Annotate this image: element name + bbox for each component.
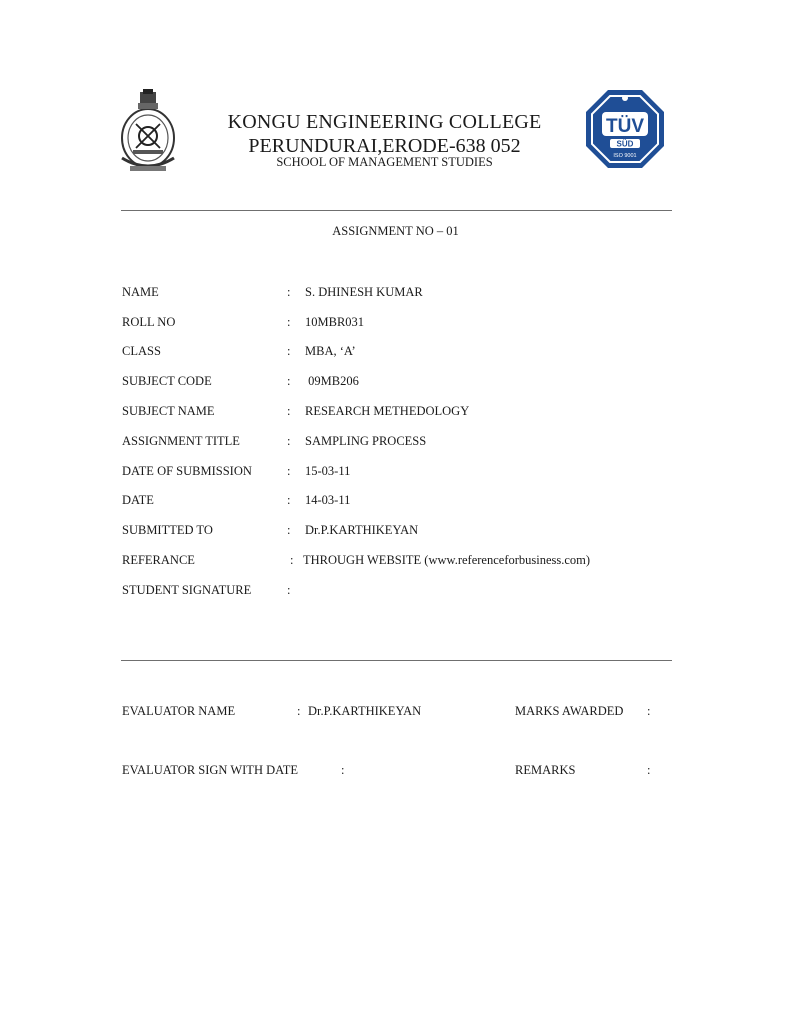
field-label-submitted-to: SUBMITTED TO (122, 523, 213, 537)
field-value-submitted-to: Dr.P.KARTHIKEYAN (305, 523, 419, 537)
field-label-name: NAME (122, 285, 159, 299)
svg-text:SÜD: SÜD (616, 139, 634, 149)
svg-text:ISO 9001: ISO 9001 (613, 153, 637, 159)
field-colon: : (287, 523, 291, 537)
field-label-subject-code: SUBJECT CODE (122, 374, 212, 388)
field-value-name: S. DHINESH KUMAR (305, 285, 423, 299)
college-address: PERUNDURAI,ERODE-638 052 (248, 135, 521, 157)
evaluation-divider (121, 660, 672, 661)
field-colon: : (287, 493, 291, 507)
field-colon: : (287, 404, 291, 418)
assignment-number: ASSIGNMENT NO – 01 (332, 224, 459, 238)
field-colon: : (287, 583, 291, 597)
field-value-roll-no: 10MBR031 (305, 315, 365, 329)
field-value-subject-code: 09MB206 (305, 374, 359, 388)
field-colon: : (287, 344, 291, 358)
college-name: KONGU ENGINEERING COLLEGE (227, 111, 542, 133)
field-label-roll-no: ROLL NO (122, 315, 176, 329)
field-label-class: CLASS (122, 344, 161, 358)
field-label-date-of-submission: DATE OF SUBMISSION (122, 464, 252, 478)
field-value-reference: THROUGH WEBSITE (www.referenceforbusiness.com) (303, 553, 591, 567)
remarks-label: REMARKS (515, 763, 576, 777)
field-value-subject-name: RESEARCH METHEDOLOGY (305, 404, 470, 418)
field-value-date: 14-03-11 (305, 493, 351, 507)
svg-text:TÜV: TÜV (606, 116, 644, 137)
field-label-date: DATE (122, 493, 154, 507)
evaluator-name-colon: : (297, 704, 301, 718)
field-value-assignment-title: SAMPLING PROCESS (305, 434, 427, 448)
school-name: SCHOOL OF MANAGEMENT STUDIES (276, 155, 493, 169)
field-colon: : (287, 374, 291, 388)
field-label-assignment-title: ASSIGNMENT TITLE (122, 434, 240, 448)
remarks-colon: : (647, 763, 651, 777)
evaluator-sign-colon: : (341, 763, 345, 777)
field-value-date-of-submission: 15-03-11 (305, 464, 351, 478)
tuv-iso-logo (584, 88, 666, 170)
evaluator-sign-label: EVALUATOR SIGN WITH DATE (122, 763, 299, 777)
field-label-student-signature: STUDENT SIGNATURE (122, 583, 252, 597)
marks-awarded-colon: : (647, 704, 651, 718)
field-colon: : (287, 315, 291, 329)
header-divider (121, 210, 672, 211)
field-colon: : (287, 464, 291, 478)
field-label-subject-name: SUBJECT NAME (122, 404, 215, 418)
evaluator-name-value: Dr.P.KARTHIKEYAN (308, 704, 422, 718)
field-colon: : (287, 434, 291, 448)
field-value-class: MBA, ‘A’ (305, 344, 356, 358)
field-colon: : (287, 285, 291, 299)
field-label-reference: REFERANCE (122, 553, 195, 567)
field-colon: : (290, 553, 294, 567)
evaluator-name-label: EVALUATOR NAME (122, 704, 236, 718)
marks-awarded-label: MARKS AWARDED (515, 704, 624, 718)
